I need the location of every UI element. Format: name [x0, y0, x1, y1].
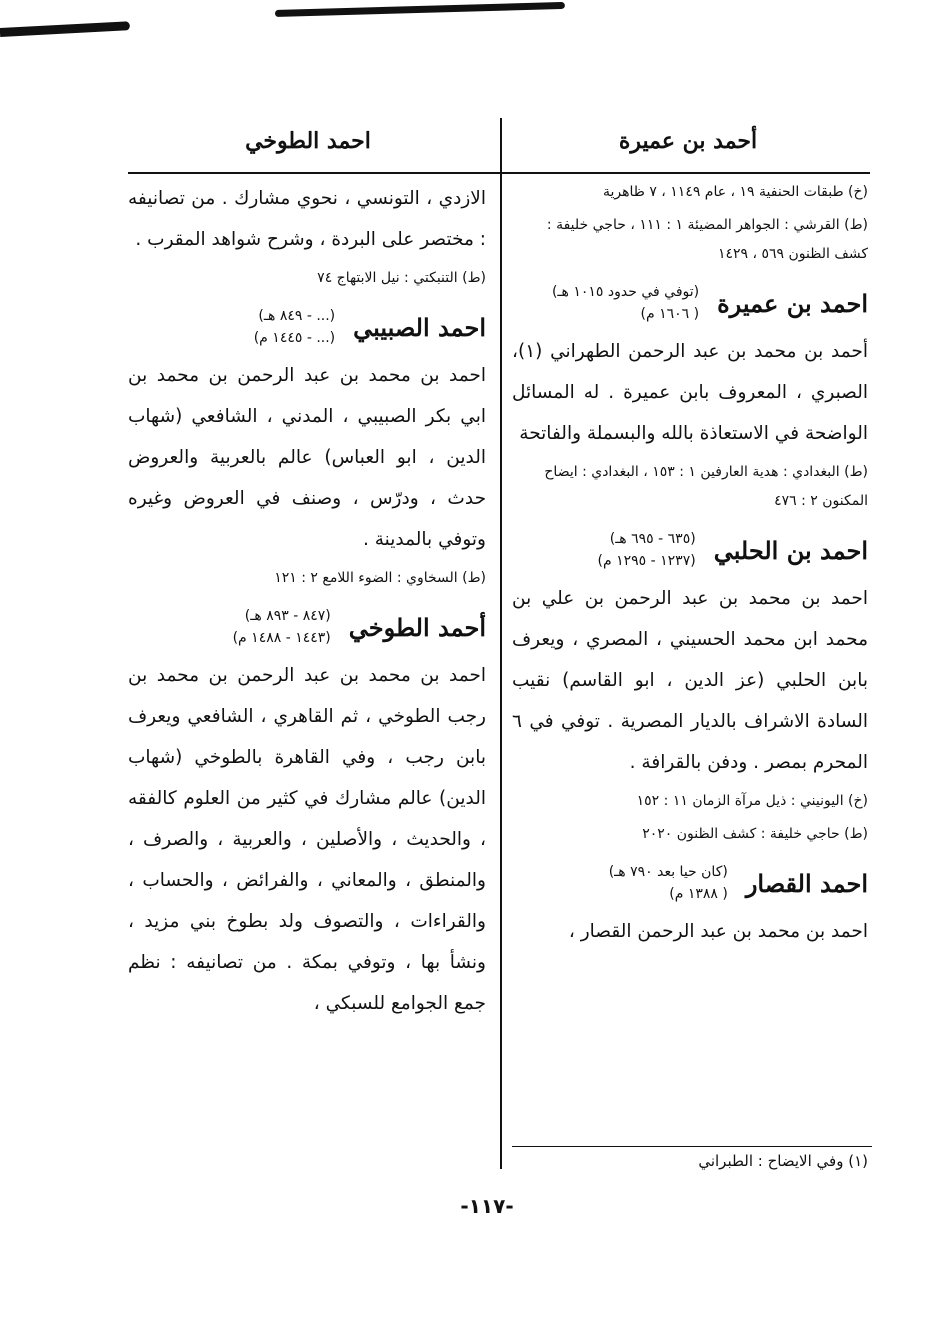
footnote: (١) وفي الايضاح : الطبراني [698, 1152, 868, 1170]
reference-line: (خ) اليونيني : ذيل مرآة الزمان ١١ : ١٥٢ [636, 793, 868, 809]
dates-hijri: (٨٤٧ - ٨٩٣ هـ) [244, 608, 331, 624]
page-header [128, 118, 870, 174]
dates-gregorian: (١٤٤٣ - ١٤٨٨ م) [232, 630, 331, 646]
dates-hijri: (كان حيا بعد ٧٩٠ هـ) [608, 864, 728, 880]
entry-header [512, 528, 868, 572]
reference-line: (ط) القرشي : الجواهر المضيئة ١ : ١١١ ، حاجي خليفة : كشف الظنون ٥٦٩ ، ١٤٢٩ [546, 217, 868, 262]
page-number: -١١٧- [460, 1194, 514, 1218]
entry-dates [254, 305, 335, 349]
reference-line: (ط) البغدادي : هدية العارفين ١ : ١٥٣ ، البغدادي : ايضاح المكنون ٢ : ٤٧٦ [544, 464, 868, 509]
header-divider [500, 118, 502, 174]
entry-name: احمد بن عميرة [717, 288, 868, 318]
reference-line: (ط) التنبكتي : نيل الابتهاج ٧٤ [317, 270, 486, 286]
dates-gregorian: (١٢٣٧ - ١٢٩٥ م) [597, 553, 696, 569]
entry-al-qassar [512, 861, 868, 952]
dates-gregorian: ( ١٣٨٨ م) [669, 886, 728, 902]
entry-header [128, 305, 486, 349]
entry-ibn-umaira [512, 281, 868, 516]
entry-dates [233, 605, 331, 649]
reference-line: (ط) السخاوي : الضوء اللامع ٢ : ١٢١ [274, 570, 486, 586]
entry-dates [598, 528, 696, 572]
reference-line: (ط) حاجي خليفة : كشف الظنون ٢٠٢٠ [642, 826, 868, 842]
dates-hijri: (توفي في حدود ١٠١٥ هـ) [551, 284, 700, 300]
running-title-left: احمد الطوخي [245, 128, 371, 154]
entry-body: أحمد بن محمد بن عبد الرحمن الطهراني (١)، الصبري ، المعروف بابن عميرة . له المسائل الواضحة في الاستعاذة بالله والبسملة والفاتحة [512, 341, 868, 444]
running-title-right: أحمد بن عميرة [618, 128, 758, 154]
entry-dates [552, 281, 699, 325]
entry-header [128, 605, 486, 649]
entry-body: احمد بن محمد بن عبد الرحمن القصار ، [568, 921, 868, 942]
continuation-text: الازدي ، التونسي ، نحوي مشارك . من تصانيفه : مختصر على البردة ، وشرح شواهد المقرب . [128, 188, 486, 250]
dates-hijri: (٦٣٥ - ٦٩٥ هـ) [609, 531, 696, 547]
scan-artifact-left [0, 21, 130, 37]
entry-name: احمد بن الحلبي [713, 535, 868, 565]
column-divider [500, 174, 502, 1169]
entry-body: احمد بن محمد بن عبد الرحمن بن محمد بن ابي بكر الصبيبي ، المدني ، الشافعي (شهاب الدين ، ابو العباس) عالم بالعربية والعروض حدث ، ودرّس ، وصنف في العروض وغيره وتوفي بالمدينة . [128, 365, 486, 550]
entry-name: احمد الصبيبي [353, 312, 486, 342]
entry-al-tukhi [128, 605, 486, 1024]
reference-line: (خ) طبقات الحنفية ١٩ ، عام ١١٤٩ ، ٧ ظاهرية [602, 184, 868, 200]
entry-header [512, 281, 868, 325]
entry-ibn-al-halabi [512, 528, 868, 849]
entry-body: احمد بن محمد بن عبد الرحمن بن علي بن محمد ابن محمد الحسيني ، المصري ، ويعرف بابن الحلبي (عز الدين ، ابو القاسم) نقيب السادة الاشراف بالديار المصرية . توفي في ٦ المحرم بمصر . ودفن بالقرافة . [512, 588, 868, 773]
entry-header [512, 861, 868, 905]
entry-name: أحمد الطوخي [348, 612, 486, 642]
entry-name: احمد القصار [745, 868, 868, 898]
header-rule [128, 172, 870, 174]
dates-gregorian: ( ١٦٠٦ م) [640, 306, 700, 322]
left-column [128, 178, 486, 1024]
entry-body: احمد بن محمد بن عبد الرحمن بن محمد بن رجب الطوخي ، ثم القاهري ، الشافعي ويعرف بابن رجب ، وفي القاهرة بالطوخي (شهاب الدين) عالم مشارك في كثير من العلوم كالفقه ، والحديث ، والأصلين ، والعربية ، والصرف ، والمنطق ، والمعاني ، والفرائض ، والحساب ، والقراءات ، والتصوف ولد بطوخ بني مزيد ، ونشأ بها ، وتوفي بمكة . من تصانيفه : نظم جمع الجوامع للسبكي ، [128, 665, 486, 1014]
entry-dates [609, 861, 728, 905]
dates-hijri: (... - ٨٤٩ هـ) [258, 308, 336, 324]
scan-artifact-top [275, 2, 565, 17]
right-column [512, 178, 868, 952]
footnote-rule [512, 1146, 872, 1147]
dates-gregorian: (... - ١٤٤٥ م) [253, 330, 336, 346]
entry-al-subaybi [128, 305, 486, 593]
